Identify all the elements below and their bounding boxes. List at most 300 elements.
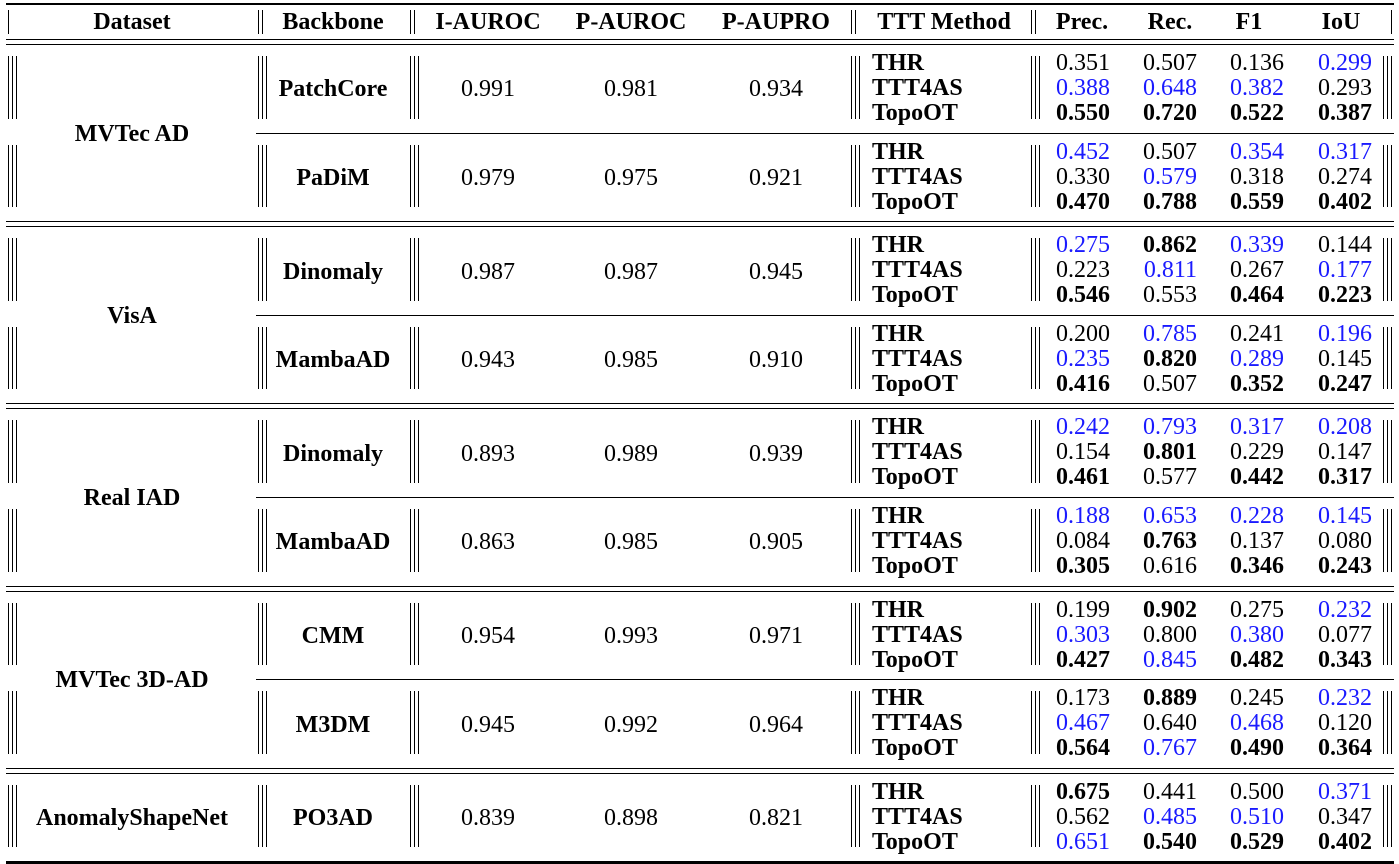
ttt-method-label: TTT4AS xyxy=(872,75,963,101)
column-rule xyxy=(258,10,259,34)
column-rule xyxy=(1387,238,1388,301)
metric-value: 0.247 xyxy=(1318,370,1372,397)
table-rule xyxy=(6,39,1394,40)
metric-value: 0.235 xyxy=(1056,345,1110,372)
column-rule xyxy=(262,785,263,848)
metric-value: 0.441 xyxy=(1143,778,1197,805)
column-rule xyxy=(1035,56,1036,119)
column-rule xyxy=(1031,145,1032,208)
backbone-label: MambaAD xyxy=(275,529,391,556)
column-rule xyxy=(1383,56,1384,119)
column-rule xyxy=(8,785,9,848)
ttt-method-label: TopoOT xyxy=(872,464,958,491)
header-backbone: Backbone xyxy=(282,9,384,35)
metric-value: 0.173 xyxy=(1056,685,1110,712)
header-f1: F1 xyxy=(1235,9,1263,35)
metric-value: 0.354 xyxy=(1230,138,1284,165)
dataset-label: VisA xyxy=(107,302,157,329)
metric-value: 0.245 xyxy=(1230,685,1284,712)
column-rule xyxy=(418,509,419,572)
column-rule xyxy=(1035,603,1036,666)
metric-value: 0.485 xyxy=(1143,803,1197,830)
metric-value: 0.577 xyxy=(1143,464,1197,491)
metric-i-auroc: 0.945 xyxy=(461,711,515,738)
metric-value: 0.228 xyxy=(1230,503,1284,529)
ttt-method-label: TTT4AS xyxy=(872,528,963,554)
metric-p-auroc: 0.985 xyxy=(604,347,658,374)
metric-value: 0.318 xyxy=(1230,163,1284,190)
metric-value: 0.482 xyxy=(1230,646,1284,673)
column-rule xyxy=(16,56,17,119)
metric-value: 0.177 xyxy=(1318,257,1372,284)
column-rule xyxy=(1031,10,1032,34)
metric-value: 0.223 xyxy=(1318,282,1372,309)
column-rule xyxy=(1031,785,1032,848)
metric-value: 0.145 xyxy=(1318,345,1372,372)
column-rule xyxy=(1039,327,1040,390)
metric-value: 0.788 xyxy=(1143,188,1197,215)
metric-value: 0.862 xyxy=(1143,232,1197,259)
column-rule xyxy=(1387,785,1388,848)
metric-value: 0.402 xyxy=(1318,828,1372,855)
metric-i-auroc: 0.979 xyxy=(461,164,515,191)
column-rule xyxy=(262,603,263,666)
column-rule xyxy=(410,691,411,754)
metric-value: 0.243 xyxy=(1318,553,1372,579)
metric-value: 0.579 xyxy=(1143,163,1197,190)
metric-value: 0.351 xyxy=(1056,50,1110,76)
column-rule xyxy=(851,10,852,34)
column-rule xyxy=(1035,691,1036,754)
column-rule xyxy=(851,509,852,572)
metric-value: 0.242 xyxy=(1056,414,1110,441)
metric-value: 0.232 xyxy=(1318,685,1372,712)
backbone-label: M3DM xyxy=(295,711,371,738)
metric-value: 0.416 xyxy=(1056,370,1110,397)
metric-p-aupro: 0.971 xyxy=(749,622,803,649)
metric-p-auroc: 0.989 xyxy=(604,440,658,467)
metric-value: 0.382 xyxy=(1230,75,1284,101)
metric-value: 0.500 xyxy=(1230,778,1284,805)
column-rule xyxy=(1391,509,1392,572)
column-rule xyxy=(418,420,419,483)
column-rule xyxy=(1039,509,1040,572)
column-rule xyxy=(258,785,259,848)
column-rule xyxy=(8,56,9,119)
column-rule xyxy=(1387,327,1388,390)
table-rule xyxy=(6,226,1394,227)
column-rule xyxy=(414,420,415,483)
column-rule xyxy=(262,691,263,754)
column-rule xyxy=(414,56,415,119)
column-rule xyxy=(262,145,263,208)
metric-value: 0.241 xyxy=(1230,320,1284,347)
column-rule xyxy=(1039,420,1040,483)
header-iou: IoU xyxy=(1321,9,1361,35)
column-rule xyxy=(12,327,13,390)
column-rule xyxy=(855,327,856,390)
metric-i-auroc: 0.954 xyxy=(461,622,515,649)
metric-p-auroc: 0.985 xyxy=(604,529,658,556)
column-rule xyxy=(1039,603,1040,666)
metric-value: 0.147 xyxy=(1318,439,1372,466)
column-rule xyxy=(1391,327,1392,390)
column-rule xyxy=(1031,238,1032,301)
column-rule xyxy=(1387,691,1388,754)
column-rule xyxy=(258,509,259,572)
metric-value: 0.522 xyxy=(1230,100,1284,126)
column-rule xyxy=(1039,145,1040,208)
metric-value: 0.720 xyxy=(1143,100,1197,126)
metric-value: 0.346 xyxy=(1230,553,1284,579)
column-rule xyxy=(1035,10,1036,34)
column-rule xyxy=(1035,420,1036,483)
column-rule xyxy=(410,420,411,483)
column-rule xyxy=(851,145,852,208)
column-rule xyxy=(12,238,13,301)
column-rule xyxy=(8,327,9,390)
column-rule xyxy=(1391,238,1392,301)
column-rule xyxy=(855,691,856,754)
metric-value: 0.120 xyxy=(1318,710,1372,737)
column-rule xyxy=(1383,785,1384,848)
metric-value: 0.352 xyxy=(1230,370,1284,397)
column-rule xyxy=(262,10,263,34)
metric-value: 0.274 xyxy=(1318,163,1372,190)
metric-p-auroc: 0.987 xyxy=(604,258,658,285)
metric-p-aupro: 0.934 xyxy=(749,76,803,103)
column-rule xyxy=(262,238,263,301)
dataset-label: Real IAD xyxy=(83,485,181,511)
metric-value: 0.229 xyxy=(1230,439,1284,466)
column-rule xyxy=(414,691,415,754)
metric-i-auroc: 0.987 xyxy=(461,258,515,285)
column-rule xyxy=(16,145,17,208)
metric-p-aupro: 0.945 xyxy=(749,258,803,285)
column-rule xyxy=(1391,603,1392,666)
metric-value: 0.616 xyxy=(1143,553,1197,579)
ttt-method-label: TTT4AS xyxy=(872,710,963,737)
column-rule xyxy=(859,420,860,483)
metric-value: 0.442 xyxy=(1230,464,1284,491)
metric-value: 0.785 xyxy=(1143,320,1197,347)
metric-value: 0.154 xyxy=(1056,439,1110,466)
ttt-method-label: TTT4AS xyxy=(872,803,963,830)
ttt-method-label: THR xyxy=(872,414,925,441)
ttt-method-label: THR xyxy=(872,503,925,529)
table-rule xyxy=(6,408,1394,409)
metric-i-auroc: 0.863 xyxy=(461,529,515,556)
column-rule xyxy=(1031,603,1032,666)
column-rule xyxy=(855,56,856,119)
table-rule xyxy=(6,591,1394,592)
metric-value: 0.653 xyxy=(1143,503,1197,529)
metric-value: 0.540 xyxy=(1143,828,1197,855)
column-rule xyxy=(859,327,860,390)
metric-value: 0.651 xyxy=(1056,828,1110,855)
metric-value: 0.675 xyxy=(1056,778,1110,805)
ttt-method-label: THR xyxy=(872,778,925,805)
backbone-label: Dinomaly xyxy=(282,440,383,467)
column-rule xyxy=(12,691,13,754)
metric-value: 0.208 xyxy=(1318,414,1372,441)
column-rule xyxy=(258,56,259,119)
column-rule xyxy=(16,603,17,666)
metric-value: 0.347 xyxy=(1318,803,1372,830)
column-rule xyxy=(12,509,13,572)
column-rule xyxy=(266,785,267,848)
column-rule xyxy=(1383,327,1384,390)
ttt-method-label: TopoOT xyxy=(872,553,958,579)
ttt-method-label: TTT4AS xyxy=(872,257,963,284)
column-rule xyxy=(418,56,419,119)
table-rule xyxy=(6,221,1394,222)
column-rule xyxy=(8,10,9,34)
column-rule xyxy=(418,785,419,848)
column-rule xyxy=(1391,785,1392,848)
metric-value: 0.388 xyxy=(1056,75,1110,101)
column-rule xyxy=(258,238,259,301)
metric-value: 0.553 xyxy=(1143,282,1197,309)
metric-value: 0.640 xyxy=(1143,710,1197,737)
metric-value: 0.402 xyxy=(1318,188,1372,215)
column-rule xyxy=(851,56,852,119)
column-rule xyxy=(16,691,17,754)
column-rule xyxy=(418,327,419,390)
column-rule xyxy=(1383,691,1384,754)
column-rule xyxy=(16,785,17,848)
metric-value: 0.380 xyxy=(1230,621,1284,648)
column-rule xyxy=(1383,603,1384,666)
metric-value: 0.464 xyxy=(1230,282,1284,309)
metric-value: 0.267 xyxy=(1230,257,1284,284)
column-rule xyxy=(1387,56,1388,119)
ttt-method-label: THR xyxy=(872,320,925,347)
backbone-rule xyxy=(256,679,1394,680)
metric-value: 0.387 xyxy=(1318,100,1372,126)
metric-value: 0.289 xyxy=(1230,345,1284,372)
column-rule xyxy=(1391,56,1392,119)
metric-value: 0.317 xyxy=(1230,414,1284,441)
table-rule xyxy=(6,3,1394,5)
column-rule xyxy=(1039,238,1040,301)
column-rule xyxy=(410,56,411,119)
table-rule xyxy=(6,586,1394,587)
metric-value: 0.820 xyxy=(1143,345,1197,372)
column-rule xyxy=(859,145,860,208)
column-rule xyxy=(266,327,267,390)
ttt-method-label: TopoOT xyxy=(872,370,958,397)
column-rule xyxy=(1383,509,1384,572)
column-rule xyxy=(418,238,419,301)
column-rule xyxy=(1031,420,1032,483)
column-rule xyxy=(1035,327,1036,390)
column-rule xyxy=(1383,145,1384,208)
column-rule xyxy=(855,420,856,483)
metric-value: 0.801 xyxy=(1143,439,1197,466)
column-rule xyxy=(855,785,856,848)
ttt-method-label: TopoOT xyxy=(872,282,958,309)
ttt-method-label: TopoOT xyxy=(872,100,958,126)
backbone-label: PO3AD xyxy=(293,805,373,832)
metric-value: 0.470 xyxy=(1056,188,1110,215)
column-rule xyxy=(855,238,856,301)
metric-value: 0.317 xyxy=(1318,138,1372,165)
metric-value: 0.188 xyxy=(1056,503,1110,529)
ttt-method-label: TopoOT xyxy=(872,188,958,215)
metric-value: 0.763 xyxy=(1143,528,1197,554)
column-rule xyxy=(1035,785,1036,848)
column-rule xyxy=(266,509,267,572)
metric-value: 0.902 xyxy=(1143,596,1197,623)
column-rule xyxy=(851,785,852,848)
metric-value: 0.546 xyxy=(1056,282,1110,309)
column-rule xyxy=(859,56,860,119)
header-prec: Prec. xyxy=(1055,9,1109,35)
column-rule xyxy=(266,56,267,119)
backbone-label: PatchCore xyxy=(278,76,388,103)
backbone-label: Dinomaly xyxy=(282,258,383,285)
metric-p-auroc: 0.993 xyxy=(604,622,658,649)
column-rule xyxy=(1031,691,1032,754)
metric-value: 0.136 xyxy=(1230,50,1284,76)
column-rule xyxy=(851,327,852,390)
metric-i-auroc: 0.893 xyxy=(461,440,515,467)
column-rule xyxy=(8,145,9,208)
ttt-method-label: TopoOT xyxy=(872,735,958,762)
column-rule xyxy=(851,603,852,666)
metric-value: 0.507 xyxy=(1143,138,1197,165)
metric-value: 0.080 xyxy=(1318,528,1372,554)
header-rec: Rec. xyxy=(1147,9,1193,35)
backbone-rule xyxy=(256,315,1394,316)
metric-value: 0.317 xyxy=(1318,464,1372,491)
ttt-method-label: TTT4AS xyxy=(872,345,963,372)
column-rule xyxy=(1035,238,1036,301)
backbone-label: MambaAD xyxy=(275,347,391,374)
metric-p-aupro: 0.964 xyxy=(749,711,803,738)
table-rule xyxy=(6,403,1394,404)
dataset-label: MVTec AD xyxy=(74,120,190,147)
metric-p-auroc: 0.992 xyxy=(604,711,658,738)
column-rule xyxy=(859,238,860,301)
column-rule xyxy=(1387,509,1388,572)
metric-i-auroc: 0.943 xyxy=(461,347,515,374)
column-rule xyxy=(851,238,852,301)
column-rule xyxy=(859,509,860,572)
column-rule xyxy=(859,603,860,666)
ttt-method-label: THR xyxy=(872,232,925,259)
metric-value: 0.562 xyxy=(1056,803,1110,830)
column-rule xyxy=(16,420,17,483)
column-rule xyxy=(414,327,415,390)
column-rule xyxy=(8,420,9,483)
column-rule xyxy=(1383,238,1384,301)
column-rule xyxy=(1039,56,1040,119)
column-rule xyxy=(410,327,411,390)
ttt-method-label: TTT4AS xyxy=(872,163,963,190)
metric-value: 0.343 xyxy=(1318,646,1372,673)
metric-value: 0.529 xyxy=(1230,828,1284,855)
metric-value: 0.077 xyxy=(1318,621,1372,648)
metric-value: 0.299 xyxy=(1318,50,1372,76)
metric-value: 0.223 xyxy=(1056,257,1110,284)
column-rule xyxy=(258,145,259,208)
column-rule xyxy=(1035,145,1036,208)
metric-value: 0.461 xyxy=(1056,464,1110,491)
metric-value: 0.800 xyxy=(1143,621,1197,648)
column-rule xyxy=(859,785,860,848)
column-rule xyxy=(266,145,267,208)
metric-value: 0.467 xyxy=(1056,710,1110,737)
column-rule xyxy=(410,238,411,301)
column-rule xyxy=(12,420,13,483)
column-rule xyxy=(414,785,415,848)
metric-value: 0.293 xyxy=(1318,75,1372,101)
metric-i-auroc: 0.839 xyxy=(461,805,515,832)
metric-value: 0.648 xyxy=(1143,75,1197,101)
metric-value: 0.199 xyxy=(1056,596,1110,623)
metric-p-auroc: 0.975 xyxy=(604,164,658,191)
metric-value: 0.550 xyxy=(1056,100,1110,126)
column-rule xyxy=(1391,691,1392,754)
column-rule xyxy=(266,238,267,301)
column-rule xyxy=(410,603,411,666)
column-rule xyxy=(262,509,263,572)
column-rule xyxy=(1031,327,1032,390)
column-rule xyxy=(410,145,411,208)
metric-i-auroc: 0.991 xyxy=(461,76,515,103)
metric-p-aupro: 0.910 xyxy=(749,347,803,374)
metric-value: 0.200 xyxy=(1056,320,1110,347)
column-rule xyxy=(418,145,419,208)
metric-value: 0.232 xyxy=(1318,596,1372,623)
column-rule xyxy=(8,238,9,301)
column-rule xyxy=(414,238,415,301)
metric-p-aupro: 0.905 xyxy=(749,529,803,556)
column-rule xyxy=(1039,691,1040,754)
metric-value: 0.507 xyxy=(1143,50,1197,76)
column-rule xyxy=(851,691,852,754)
metric-value: 0.559 xyxy=(1230,188,1284,215)
metric-p-aupro: 0.939 xyxy=(749,440,803,467)
metric-value: 0.145 xyxy=(1318,503,1372,529)
metric-p-auroc: 0.898 xyxy=(604,805,658,832)
column-rule xyxy=(855,509,856,572)
table-rule xyxy=(6,44,1394,45)
column-rule xyxy=(414,145,415,208)
metric-value: 0.845 xyxy=(1143,646,1197,673)
column-rule xyxy=(12,56,13,119)
header-dataset: Dataset xyxy=(93,9,171,35)
column-rule xyxy=(851,420,852,483)
metric-value: 0.452 xyxy=(1056,138,1110,165)
column-rule xyxy=(1391,420,1392,483)
metric-value: 0.303 xyxy=(1056,621,1110,648)
ttt-method-label: TTT4AS xyxy=(872,621,963,648)
metric-value: 0.275 xyxy=(1056,232,1110,259)
metric-value: 0.811 xyxy=(1143,257,1197,284)
column-rule xyxy=(258,603,259,666)
metric-value: 0.889 xyxy=(1143,685,1197,712)
column-rule xyxy=(16,327,17,390)
backbone-rule xyxy=(256,497,1394,498)
column-rule xyxy=(12,145,13,208)
backbone-label: PaDiM xyxy=(296,164,370,191)
metric-value: 0.767 xyxy=(1143,735,1197,762)
column-rule xyxy=(414,509,415,572)
metric-value: 0.427 xyxy=(1056,646,1110,673)
